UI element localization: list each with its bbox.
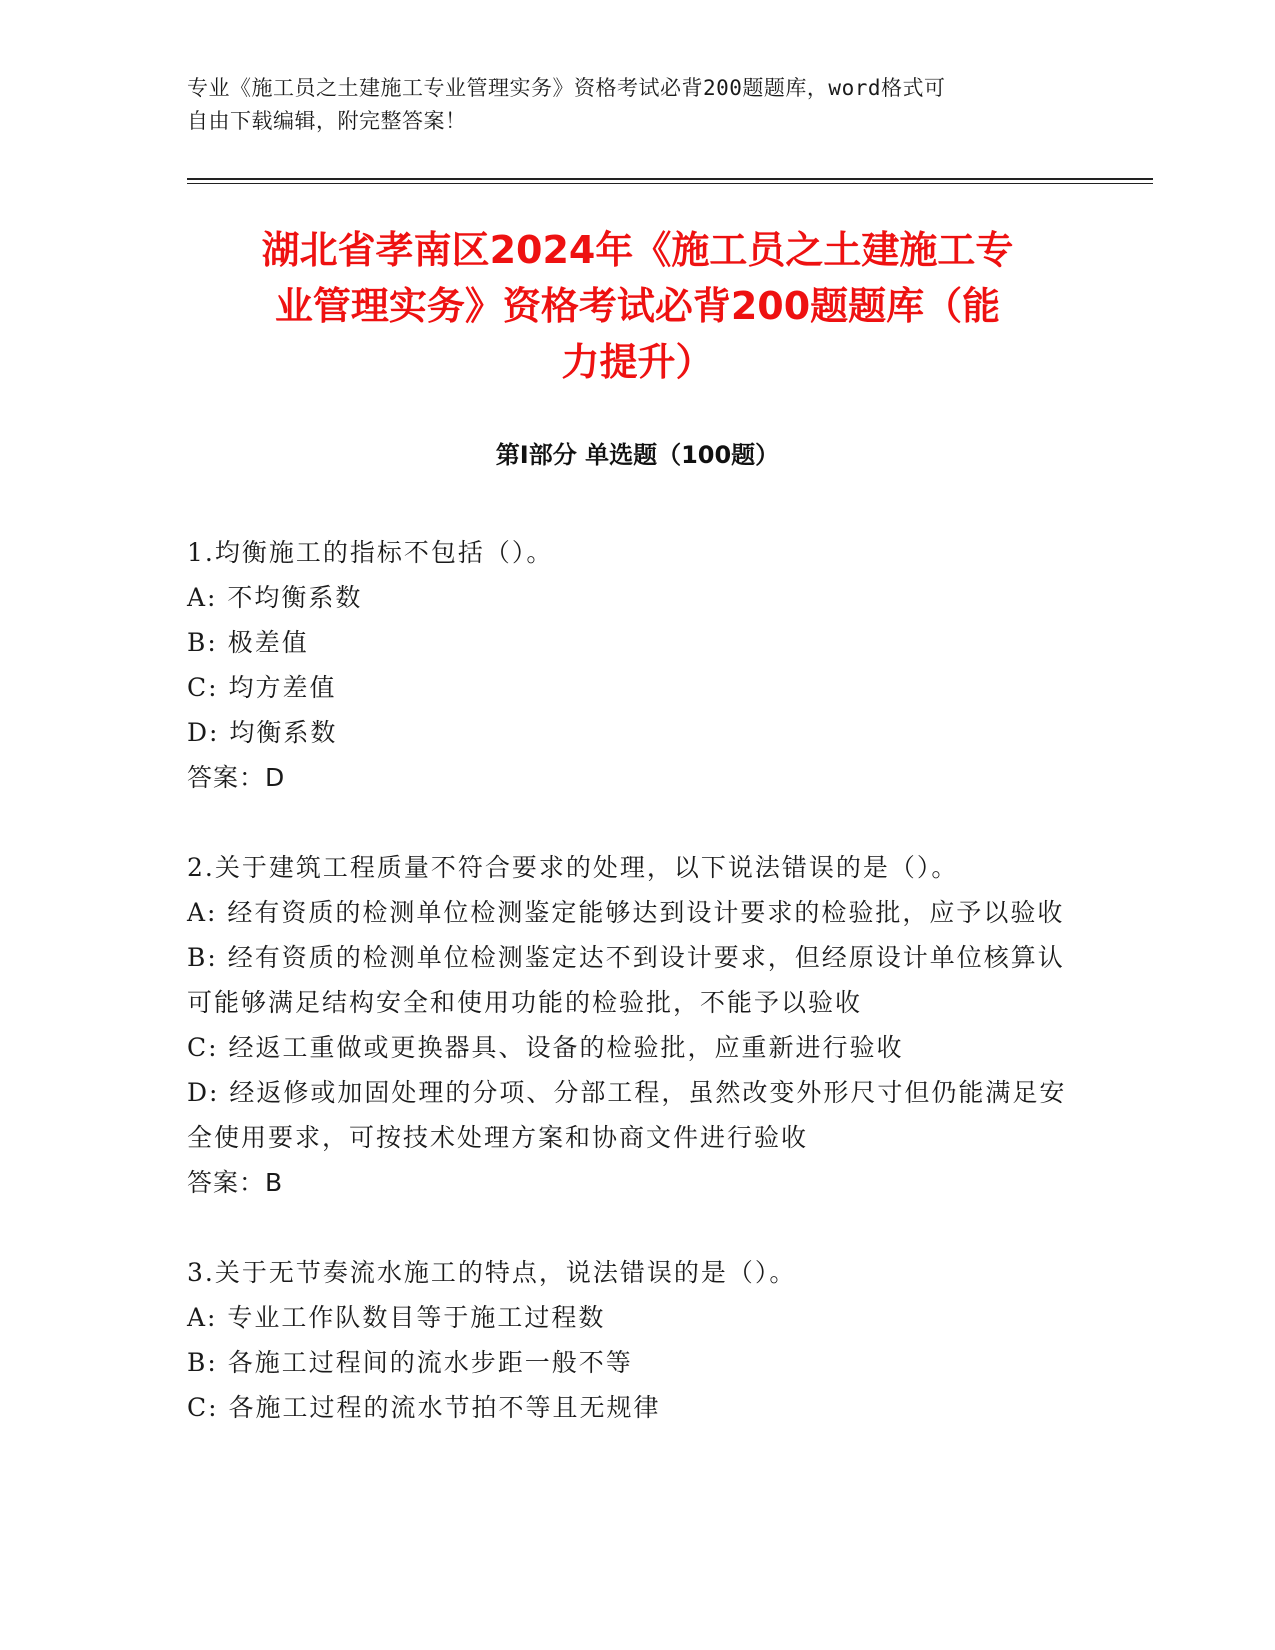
option-c: C: 均方差值: [187, 673, 337, 702]
header-note-line: 专业《施工员之土建施工专业管理实务》资格考试必背200题题库，word格式可: [187, 76, 946, 100]
header-divider-thin: [187, 183, 1153, 184]
document-title: [160, 222, 1115, 390]
option-b: B: 各施工过程间的流水步距一般不等: [187, 1348, 633, 1377]
option-b: B: 极差值: [187, 628, 309, 657]
document-title-line: 力提升）: [561, 340, 714, 384]
option-d: D: 均衡系数: [187, 718, 338, 747]
header-note-line: 自由下载编辑，附完整答案！: [187, 109, 467, 133]
option-c: C: 经返工重做或更换器具、设备的检验批，应重新进行验收: [187, 1033, 904, 1062]
document-title-line: 湖北省孝南区2024年《施工员之土建施工专: [261, 228, 1014, 272]
option-b: B: 经有资质的检测单位检测鉴定达不到设计要求，但经原设计单位核算认可能够满足结构安全和使用功能的检验批，不能予以验收: [187, 943, 1065, 1017]
answer-line: 答案：D: [187, 763, 286, 792]
question-list: [187, 530, 1087, 1475]
header-divider-thick: [187, 178, 1153, 180]
question-item: [187, 845, 1087, 1205]
question-stem: 3.关于无节奏流水施工的特点，说法错误的是（）。: [187, 1258, 797, 1287]
option-a: A: 不均衡系数: [187, 583, 363, 612]
question-item: [187, 1250, 1087, 1430]
header-note: [187, 72, 1087, 138]
document-title-line: 业管理实务》资格考试必背200题题库（能: [274, 284, 1001, 328]
option-a: A: 经有资质的检测单位检测鉴定能够达到设计要求的检验批，应予以验收: [187, 898, 1065, 927]
option-c: C: 各施工过程的流水节拍不等且无规律: [187, 1393, 661, 1422]
question-item: [187, 530, 1087, 800]
question-stem: 1.均衡施工的指标不包括（）。: [187, 538, 554, 567]
answer-line: 答案：B: [187, 1168, 284, 1197]
question-stem: 2.关于建筑工程质量不符合要求的处理，以下说法错误的是（）。: [187, 853, 959, 882]
section-heading: 第Ⅰ部分 单选题（100题）: [495, 441, 780, 469]
option-d: D: 经返修或加固处理的分项、分部工程，虽然改变外形尺寸但仍能满足安全使用要求，可按技术处理方案和协商文件进行验收: [187, 1078, 1067, 1152]
option-a: A: 专业工作队数目等于施工过程数: [187, 1303, 606, 1332]
